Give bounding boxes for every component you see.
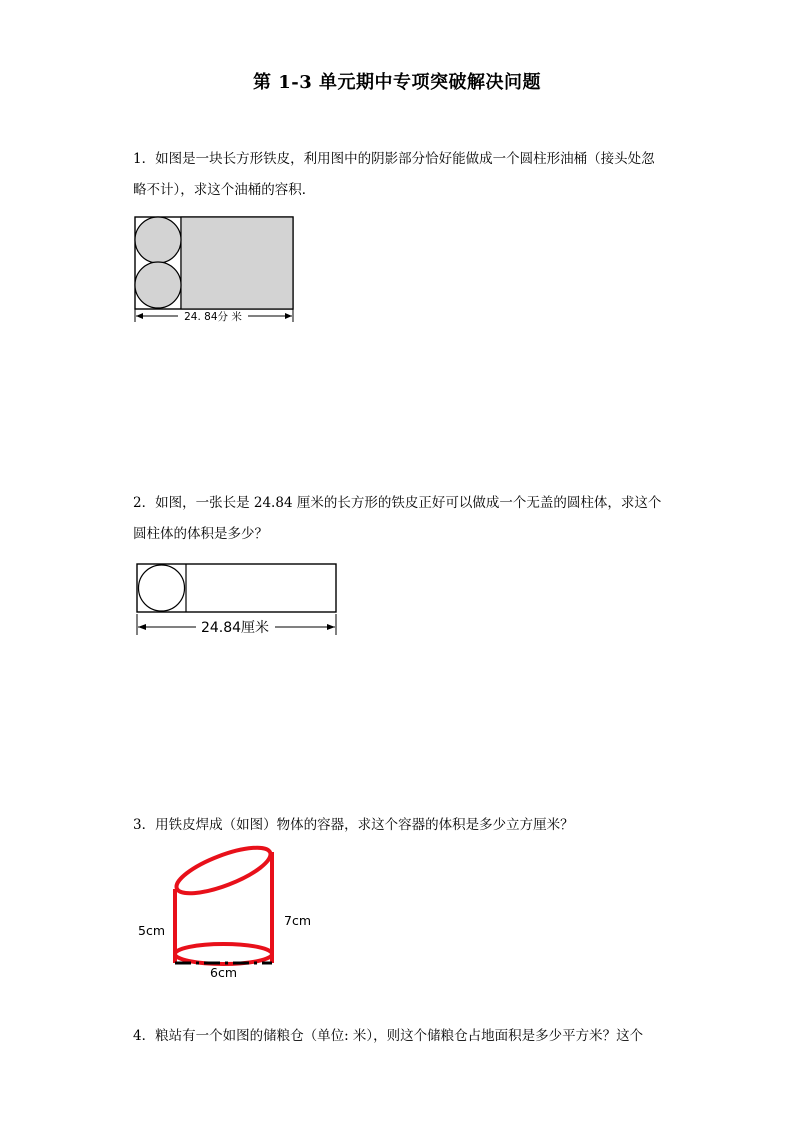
question-3-figure	[130, 842, 330, 982]
question-2-figure	[134, 561, 340, 639]
base-circle	[139, 565, 185, 611]
right-height-label: 7cm	[284, 913, 312, 928]
question-4-text: 4．粮站有一个如图的储粮仓（单位: 米），则这个储粮仓占地面积是多少平方米？这个	[133, 1028, 644, 1044]
question-1-text: 1．如图是一块长方形铁皮，利用图中的阴影部分恰好能做成一个圆柱形油桶（接头处忽略不计），求这个油桶的容积．	[133, 151, 655, 198]
cylinder-top-ellipse	[171, 842, 275, 902]
dimension-label: 24.84厘米	[200, 620, 270, 636]
dimension-label: 24. 84分 米	[184, 311, 242, 323]
question-2-text: 2．如图，一张长是 24.84 厘米的长方形的铁皮正好可以做成一个无盖的圆柱体，求这个圆柱体的体积是多少？	[133, 495, 662, 542]
shaded-rectangle	[181, 217, 293, 309]
shaded-circle-bottom	[135, 262, 181, 308]
left-height-label: 5cm	[138, 923, 166, 938]
question-3-text: 3．用铁皮焊成（如图）物体的容器，求这个容器的体积是多少立方厘米？	[133, 817, 574, 833]
page-title: 第 1-3 单元期中专项突破解决问题	[252, 72, 542, 93]
cylinder-bottom-ellipse	[175, 944, 272, 964]
sheet-outline	[137, 564, 336, 612]
question-1-figure	[132, 214, 298, 326]
shaded-circle-top	[135, 217, 181, 263]
diameter-label: 6cm	[210, 965, 238, 980]
